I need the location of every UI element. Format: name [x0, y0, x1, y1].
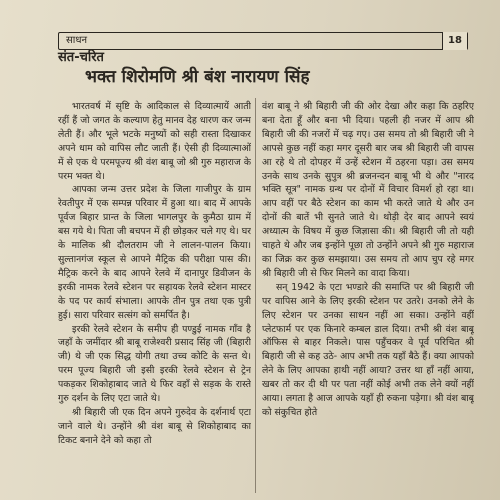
paragraph: भारतवर्ष में सृष्टि के आदिकाल से दिव्यात्मायें आती रहीं हैं जो जगत के कल्याण हेतु मानव देह धारण कर जन्म लेती हैं। और भूले भटके मनुष्यों को सही रास्ता दिखाकर अपने धाम को वापिस लौट जाती हैं। ऐसी ही दिव्यात्माओं में से एक थे परमपूज्य श्री वंश बाबू जो श्री गुरु महाराज के परम भक्त थे। — [58, 101, 251, 182]
paragraph: वंश बाबू ने श्री बिहारी जी की ओर देखा और कहा कि ठहरिए बना देता हूँ और बना भी दिया। पहली ही नजर में आप श्री बिहारी जी की नजरों में चढ़ गए। उस समय तो श्री बिहारी जी ने आपसे कुछ नहीं कहा मगर दूसरी बार जब श्री बिहारी जी वापस आ रहे थे तो दोपहर में उन्हें स्टेशन में ठहरना पड़ा। उस समय उनके साथ उनके सुपुत्र श्री ब्रजनन्दन बाबू भी थे और "नारद भक्ति सूत्र" नामक ग्रन्थ पर दोनों में विचार विमर्श हो रहा था। आप वहीं पर बैठे स्टेशन का काम भी करते जाते थे और उन दोनों की बातें भी सुनते जाते थे। थोड़ी देर बाद आपने स्वयं अध्यात्म के विषय में कुछ जिज्ञासा की। श्री बिहारी जी तो यही चाहते थे और जब इन्होंने पूछा तो उन्होंने अपने श्री गुरु महाराज का जिक्र कर कुछ समझाया। उस समय तो आप चुप रहे मगर श्री बिहारी जी से फिर मिलने का वादा किया। — [262, 101, 474, 279]
paragraph: आपका जन्म उत्तर प्रदेश के जिला गाजीपुर के ग्राम रेवतीपुर में एक सम्पन्न परिवार में हुआ था। बाद में आपके पूर्वज बिहार प्रान्त के जिला भागलपुर के कुमैठा ग्राम में बस गये थे। पिता जी बचपन में ही छोड़कर चले गए थे। घर के मालिक श्री दौलतराम जी ने लालन-पालन किया। सुल्तानगंज स्कूल से आपने मैट्रिक की परीक्षा पास की। मैट्रिक करने के बाद आपने रेलवे में दानापुर डिवीजन के इरकी नामक रेलवे स्टेशन पर सहायक रेलवे स्टेशन मास्टर के पद पर कार्य संभाला। आपके तीन पुत्र तथा एक पुत्री हुई। सारा परिवार सत्संग को समर्पित है। — [58, 184, 251, 321]
running-header — [58, 32, 468, 50]
paragraph: श्री बिहारी जी एक दिन अपने गुरुदेव के दर्शनार्थ एटा जाने वाले थे। उन्होंने श्री वंश बाबू से शिकोहाबाद का टिकट बनाने देने को कहा तो — [58, 406, 251, 446]
article-kicker: संत-चरित — [58, 50, 104, 65]
article-title: भक्त शिरोमणि श्री बंश नारायण सिंह — [85, 67, 310, 87]
section-label: साधन — [66, 35, 88, 46]
left-column — [58, 100, 251, 495]
page-number: 18 — [442, 32, 467, 50]
paragraph: सन् 1942 के एटा भण्डारे की समाप्ति पर श्री बिहारी जी पर वापिस आने के लिए इरकी स्टेशन पर उतरे। उनको लेने के लिए स्टेशन पर उनका साधन नहीं आ सका। उन्होंने वहीं प्लेटफार्म पर एक किनारे कम्बल डाल दिया। तभी श्री वंश बाबू ऑफिस से बाहर निकले। पास पहुँचकर वे पूर्व परिचित श्री बिहारी जी से कह उठे- आप अभी तक यहाँ बैठे हैं। क्या आपको लेने के लिए आपका हाथी नहीं आया? उत्तर था हाँ नहीं आया, खबर तो कर दी थी पर पता नहीं कोई अभी तक लेने क्यों नहीं आया। लगता है आज आपके यहाँ ही रुकना पड़ेगा। श्री वंश बाबू को संकुचित होते — [262, 281, 474, 418]
right-column — [262, 100, 474, 495]
column-divider — [255, 98, 256, 493]
paragraph: इरकी रेलवे स्टेशन के समीप ही पण्डुई नामक गाँव है जहाँ के जमींदार श्री बाबू राजेश्वरी प्रसाद सिंह जी (बिहारी जी) थे जी एक सिद्ध योगी तथा उच्च कोटि के सन्त थे। परम पूज्य बिहारी जी इसी इरकी रेलवे स्टेशन से ट्रेन पकड़कर शिकोहाबाद जाते थे फिर वहाँ से सड़क के रास्ते गुरु दर्शन के लिए एटा जाते थे। — [58, 323, 251, 405]
